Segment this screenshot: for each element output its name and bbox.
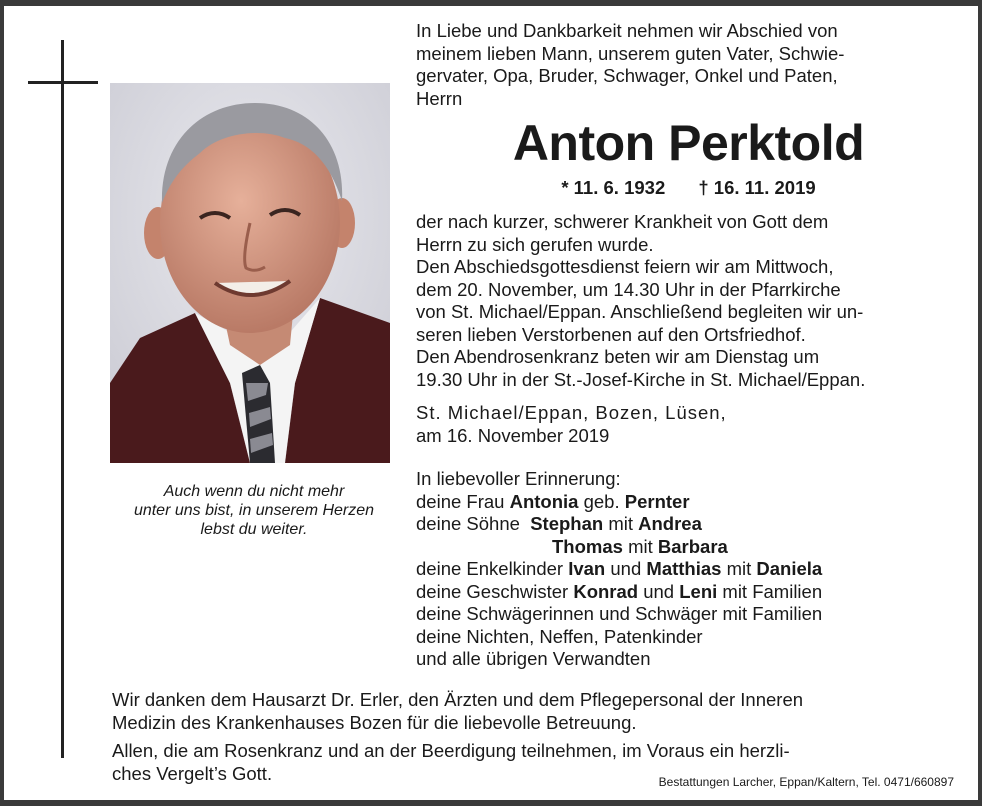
place-and-date <box>416 402 961 447</box>
relation-label: deine Frau <box>416 490 505 512</box>
intro-line: Herrn <box>416 87 463 109</box>
mourner-name: Daniela <box>756 558 823 579</box>
caption-line: lebst du weiter. <box>200 521 308 538</box>
mourner-son-1 <box>416 513 961 536</box>
body-line: von St. Michael/Eppan. Anschließend begleiten wir un- <box>416 301 864 322</box>
mourner-name: Matthias <box>646 558 722 579</box>
mourner-name: Barbara <box>657 535 728 557</box>
memorial-caption <box>104 482 404 539</box>
thanks-paragraph-1 <box>112 689 957 734</box>
relation-label: deine Geschwister <box>416 580 569 602</box>
intro-line: gervater, Opa, Bruder, Schwager, Onkel und Paten, <box>416 65 838 86</box>
portrait-photo <box>110 83 390 463</box>
mourner-name: Thomas <box>552 535 623 557</box>
thanks-line: Medizin des Krankenhauses Bozen für die liebevolle Betreuung. <box>112 711 637 733</box>
mourner-name: Pernter <box>624 490 690 512</box>
relation-label: mit <box>608 513 633 534</box>
thanks-line: Wir danken dem Hausarzt Dr. Erler, den Ärzten und dem Pflegepersonal der Inneren <box>112 689 804 710</box>
body-line: dem 20. November, um 14.30 Uhr in der Pfarrkirche <box>416 278 841 300</box>
mourner-name: Ivan <box>568 558 606 579</box>
body-line: Den Abschiedsgottesdienst feiern wir am Mittwoch, <box>416 256 834 277</box>
intro-line: In Liebe und Dankbarkeit nehmen wir Abschied von <box>416 20 838 41</box>
caption-line: unter uns bist, in unserem Herzen <box>133 502 375 519</box>
body-line: der nach kurzer, schwerer Krankheit von Gott dem <box>416 211 829 232</box>
mourner-name: Andrea <box>638 513 702 534</box>
relation-label: mit Familien <box>722 580 823 602</box>
undertaker-credit: Bestattungen Larcher, Eppan/Kaltern, Tel. 0471/660897 <box>658 775 954 789</box>
thanks-line: Allen, die am Rosenkranz und an der Beerdigung teilnehmen, im Voraus ein herzli- <box>112 740 790 761</box>
mourner-son-2 <box>416 536 961 559</box>
body-line: 19.30 Uhr in der St.-Josef-Kirche in St. Michael/Eppan. <box>416 368 866 390</box>
mourner-name: Konrad <box>573 580 639 602</box>
mourners-heading: In liebevoller Erinnerung: <box>416 468 621 489</box>
obituary-page <box>4 6 978 800</box>
body-line: seren lieben Verstorbenen auf den Ortsfriedhof. <box>416 323 806 345</box>
life-dates <box>416 177 961 199</box>
relation-label: mit <box>726 558 752 579</box>
relation-label: und <box>643 580 675 602</box>
place-line: St. Michael/Eppan, Bozen, Lüsen, <box>416 402 727 423</box>
mourner-grandchildren <box>416 558 961 581</box>
date-line: am 16. November 2019 <box>416 424 610 446</box>
mourner-name: Leni <box>679 580 718 602</box>
caption-line: Auch wenn du nicht mehr <box>163 483 345 500</box>
relation-label: deine Enkelkinder <box>416 558 564 579</box>
mourner-wife <box>416 491 961 514</box>
cross-icon <box>61 40 64 758</box>
mourner-nieces: deine Nichten, Neffen, Patenkinder <box>416 625 703 647</box>
mourners-list <box>416 468 961 671</box>
mourner-others: und alle übrigen Verwandten <box>416 648 651 669</box>
death-date: † 16. 11. 2019 <box>698 177 816 198</box>
body-line: Herrn zu sich gerufen wurde. <box>416 233 654 255</box>
mourner-siblings <box>416 581 961 604</box>
cross-bar <box>28 81 98 84</box>
relation-label: und <box>610 558 642 579</box>
intro-text <box>416 20 961 110</box>
relation-label: geb. <box>583 490 620 512</box>
intro-line: meinem lieben Mann, unserem guten Vater, Schwie- <box>416 42 845 64</box>
relation-label: mit <box>628 535 653 557</box>
thanks-line: ches Vergelt’s Gott. <box>112 762 273 784</box>
body-line: Den Abendrosenkranz beten wir am Dienstag um <box>416 346 820 367</box>
mourner-inlaws: deine Schwägerinnen und Schwäger mit Familien <box>416 603 823 624</box>
relation-label: deine Söhne <box>416 513 520 534</box>
mourner-name: Antonia <box>509 490 579 512</box>
mourner-name: Stephan <box>530 513 604 534</box>
birth-date: * 11. 6. 1932 <box>561 177 666 198</box>
deceased-name: Anton Perktold <box>512 115 865 171</box>
service-details <box>416 211 961 391</box>
